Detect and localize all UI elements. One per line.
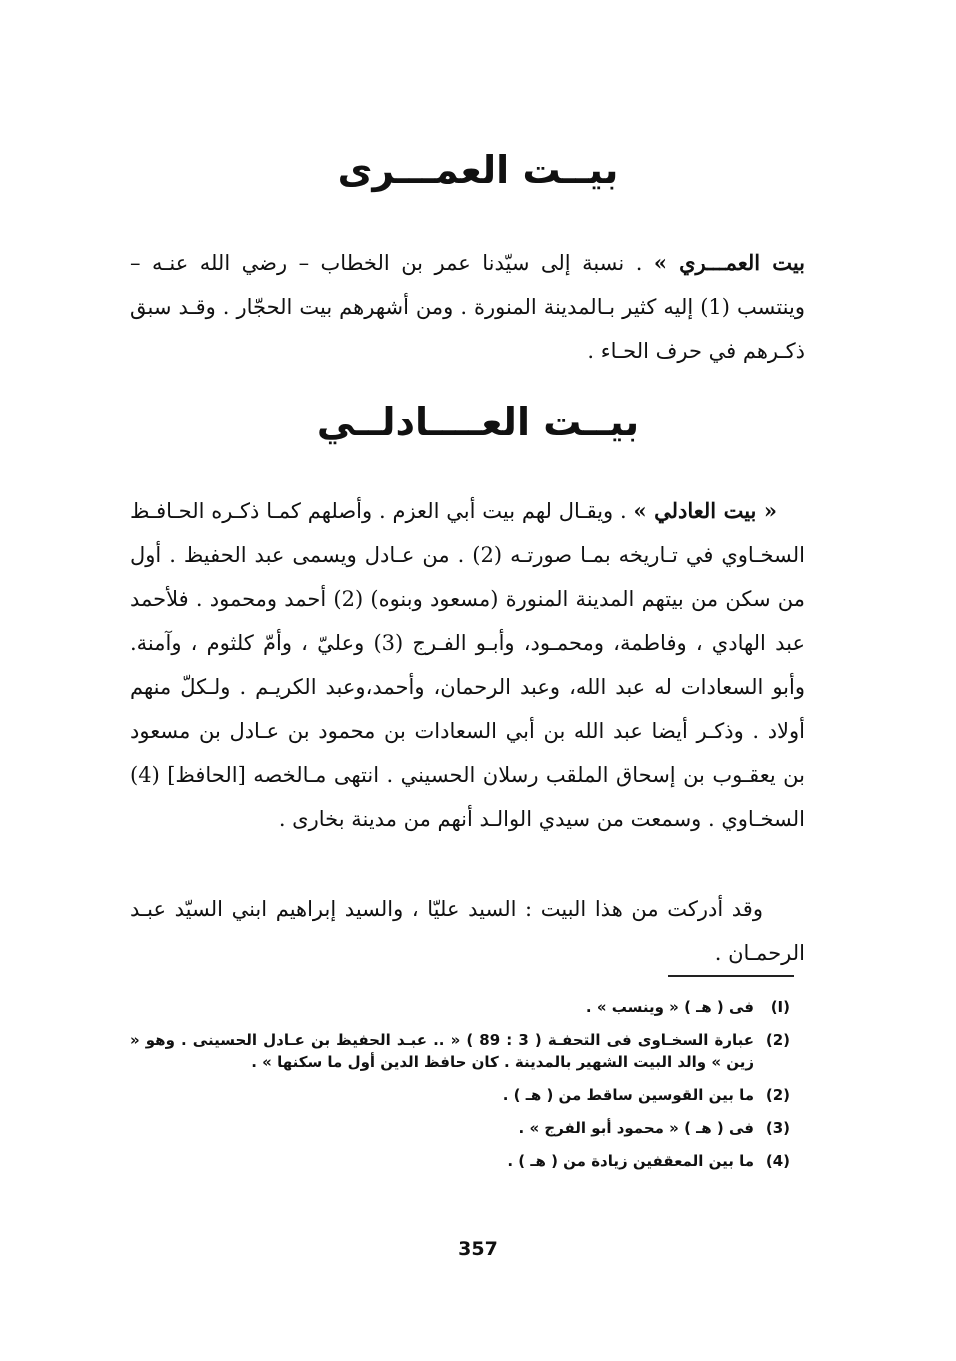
paragraph-omari [130, 241, 805, 373]
paragraph-adili [130, 489, 805, 841]
footnote-text: فى ( هـ ) « محمود أبو الفرج » . [518, 1119, 754, 1137]
entry-body-adili: . ويقـال لهم بيت أبي العزم . وأصلهم كمـا ذكـره الحـافـظ السخـاوي في تـاريخه بمـا صورتـه (2) . من عـادل ويسمى عبد الحفيظ . أول من سكن من بيتهم المدينة المنورة (مسعود وبنوه) (2) أحمد ومحمود . فلأحمد عبد الهادي ، وفاطمة، ومحمـود، وأبـو الفـرج (3) وعليّ ، وأمّ كلثوم ، وآمنة. وأبو السعادات له عبد الله، وعبد الرحمان، وأحمد،وعبد الكريـم . ولـكلّ منهم أولاد . وذكـر أيضا عبد الله بن أبي السعادات بن محمود بن عـادل بن مسعود بن يعقـوب بن إسحاق الملقب رسلان الحسيني . انتهى مـالخصه [الحافظ] (4) السخـاوي . وسمعت من سيدي الوالـد أنهم من مدينة بخارى . [130, 499, 806, 831]
footnote-text: فى ( هـ ) « وينسب » . [585, 998, 754, 1016]
footnote-text: ما بين المعقفين زيادة من ( هـ ) . [507, 1152, 754, 1170]
footnote-number: (2) [765, 1031, 790, 1049]
footnote-text: ما بين القوسين ساقط من ( هـ ) . [502, 1086, 754, 1104]
entry-body-omari: . نسبة إلى سيّدنا عمر بن الخطاب – رضي الله عنـه – وينتسب (1) إليه كثير بـالمدينة المنورة . ومن أشهرهم بيت الحجّار . وقـد سبق ذكـرهم في حرف الحـاء . [130, 251, 805, 363]
entry-lead-adili: « بيت العادلي » [633, 498, 777, 523]
footnote-number: (2) [765, 1086, 790, 1104]
footnote-item [130, 1084, 790, 1106]
footnote-number: (4) [765, 1152, 790, 1170]
footnote-item [130, 996, 790, 1018]
footnote-number: (I) [770, 998, 790, 1016]
footnote-item [130, 1117, 790, 1139]
footnote-item [130, 1029, 790, 1073]
page-number: 357 [458, 1238, 498, 1260]
section-title-adili: بيــت العــــادلــي [316, 400, 640, 444]
footnote-item [130, 1150, 790, 1172]
footnote-number: (3) [765, 1119, 790, 1137]
entry-lead-omari: بيت العمـــري » [653, 250, 805, 275]
footnote-separator [668, 975, 794, 977]
footnotes [130, 996, 790, 1183]
section-title-omari: بيــت العمـــرى [337, 148, 619, 192]
paragraph-adili-descendants: وقد أدركت من هذا البيت : السيد عليّا ، والسيد إبراهيم ابني السيّد عبـد الرحمـان . [130, 897, 805, 965]
footnote-text: عبارة السخـاوى فى التحفـة ( 3 : 89 ) « .. عبـد الحفيظ بن عـادل الحسينى . وهو « زين » والد البيت الشهير بالمدينة . كان حافظ الدين أول ما سكنها » . [130, 1031, 754, 1071]
